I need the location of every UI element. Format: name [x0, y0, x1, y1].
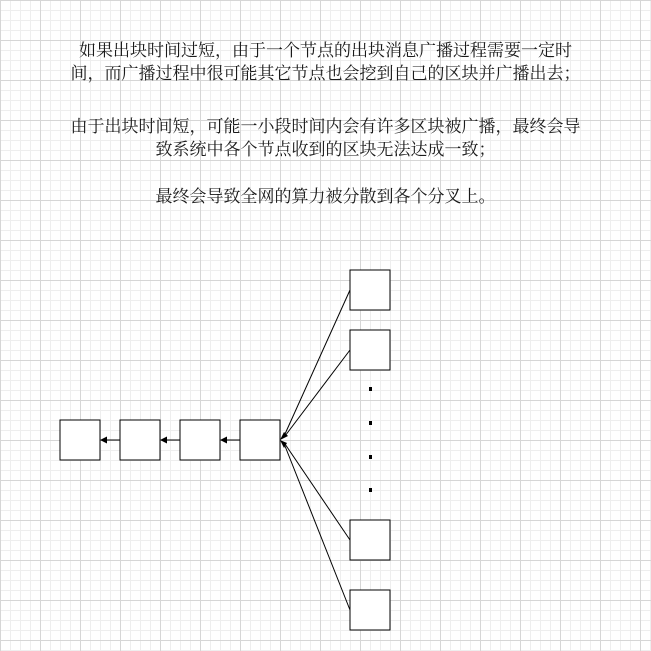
main-chain — [60, 420, 280, 460]
fork-links-arrowhead-lower — [280, 440, 287, 448]
ellipsis-dot-4 — [369, 488, 372, 492]
fork-ellipsis — [369, 387, 372, 492]
paragraph-2-line-1: 由于出块时间短，可能一小段时间内会有许多区块被广播，最终会导 — [70, 117, 581, 137]
fork-block-1 — [350, 270, 390, 310]
chain-link-4-3-arrowhead — [220, 437, 227, 444]
chain-link-3-2-arrowhead — [160, 437, 167, 444]
fork-blocks — [280, 270, 390, 630]
fork-link-4 — [285, 446, 350, 610]
ellipsis-dot-1 — [369, 387, 372, 391]
chain-link-2-1-arrowhead — [100, 437, 107, 444]
fork-link-3 — [285, 444, 350, 540]
paragraph-1-line-2: 间，而广播过程中很可能其它节点也会挖到自己的区块并广播出去； — [70, 64, 581, 84]
chain-block-1 — [60, 420, 100, 460]
ellipsis-dot-2 — [369, 421, 372, 425]
fork-link-1 — [285, 290, 350, 434]
paragraph-2-line-2: 致系统中各个节点收到的区块无法达成一致； — [155, 140, 496, 160]
paragraph-3-line-1: 最终会导致全网的算力被分散到各个分叉上。 — [155, 187, 496, 207]
ellipsis-dot-3 — [369, 455, 372, 459]
fork-block-2 — [350, 330, 390, 370]
fork-block-3 — [350, 520, 390, 560]
paragraph-1-line-1: 如果出块时间过短，由于一个节点的出块消息广播过程需要一定时 — [79, 41, 572, 61]
chain-block-3 — [180, 420, 220, 460]
fork-block-4 — [350, 590, 390, 630]
chain-block-tip — [240, 420, 280, 460]
chain-block-2 — [120, 420, 160, 460]
